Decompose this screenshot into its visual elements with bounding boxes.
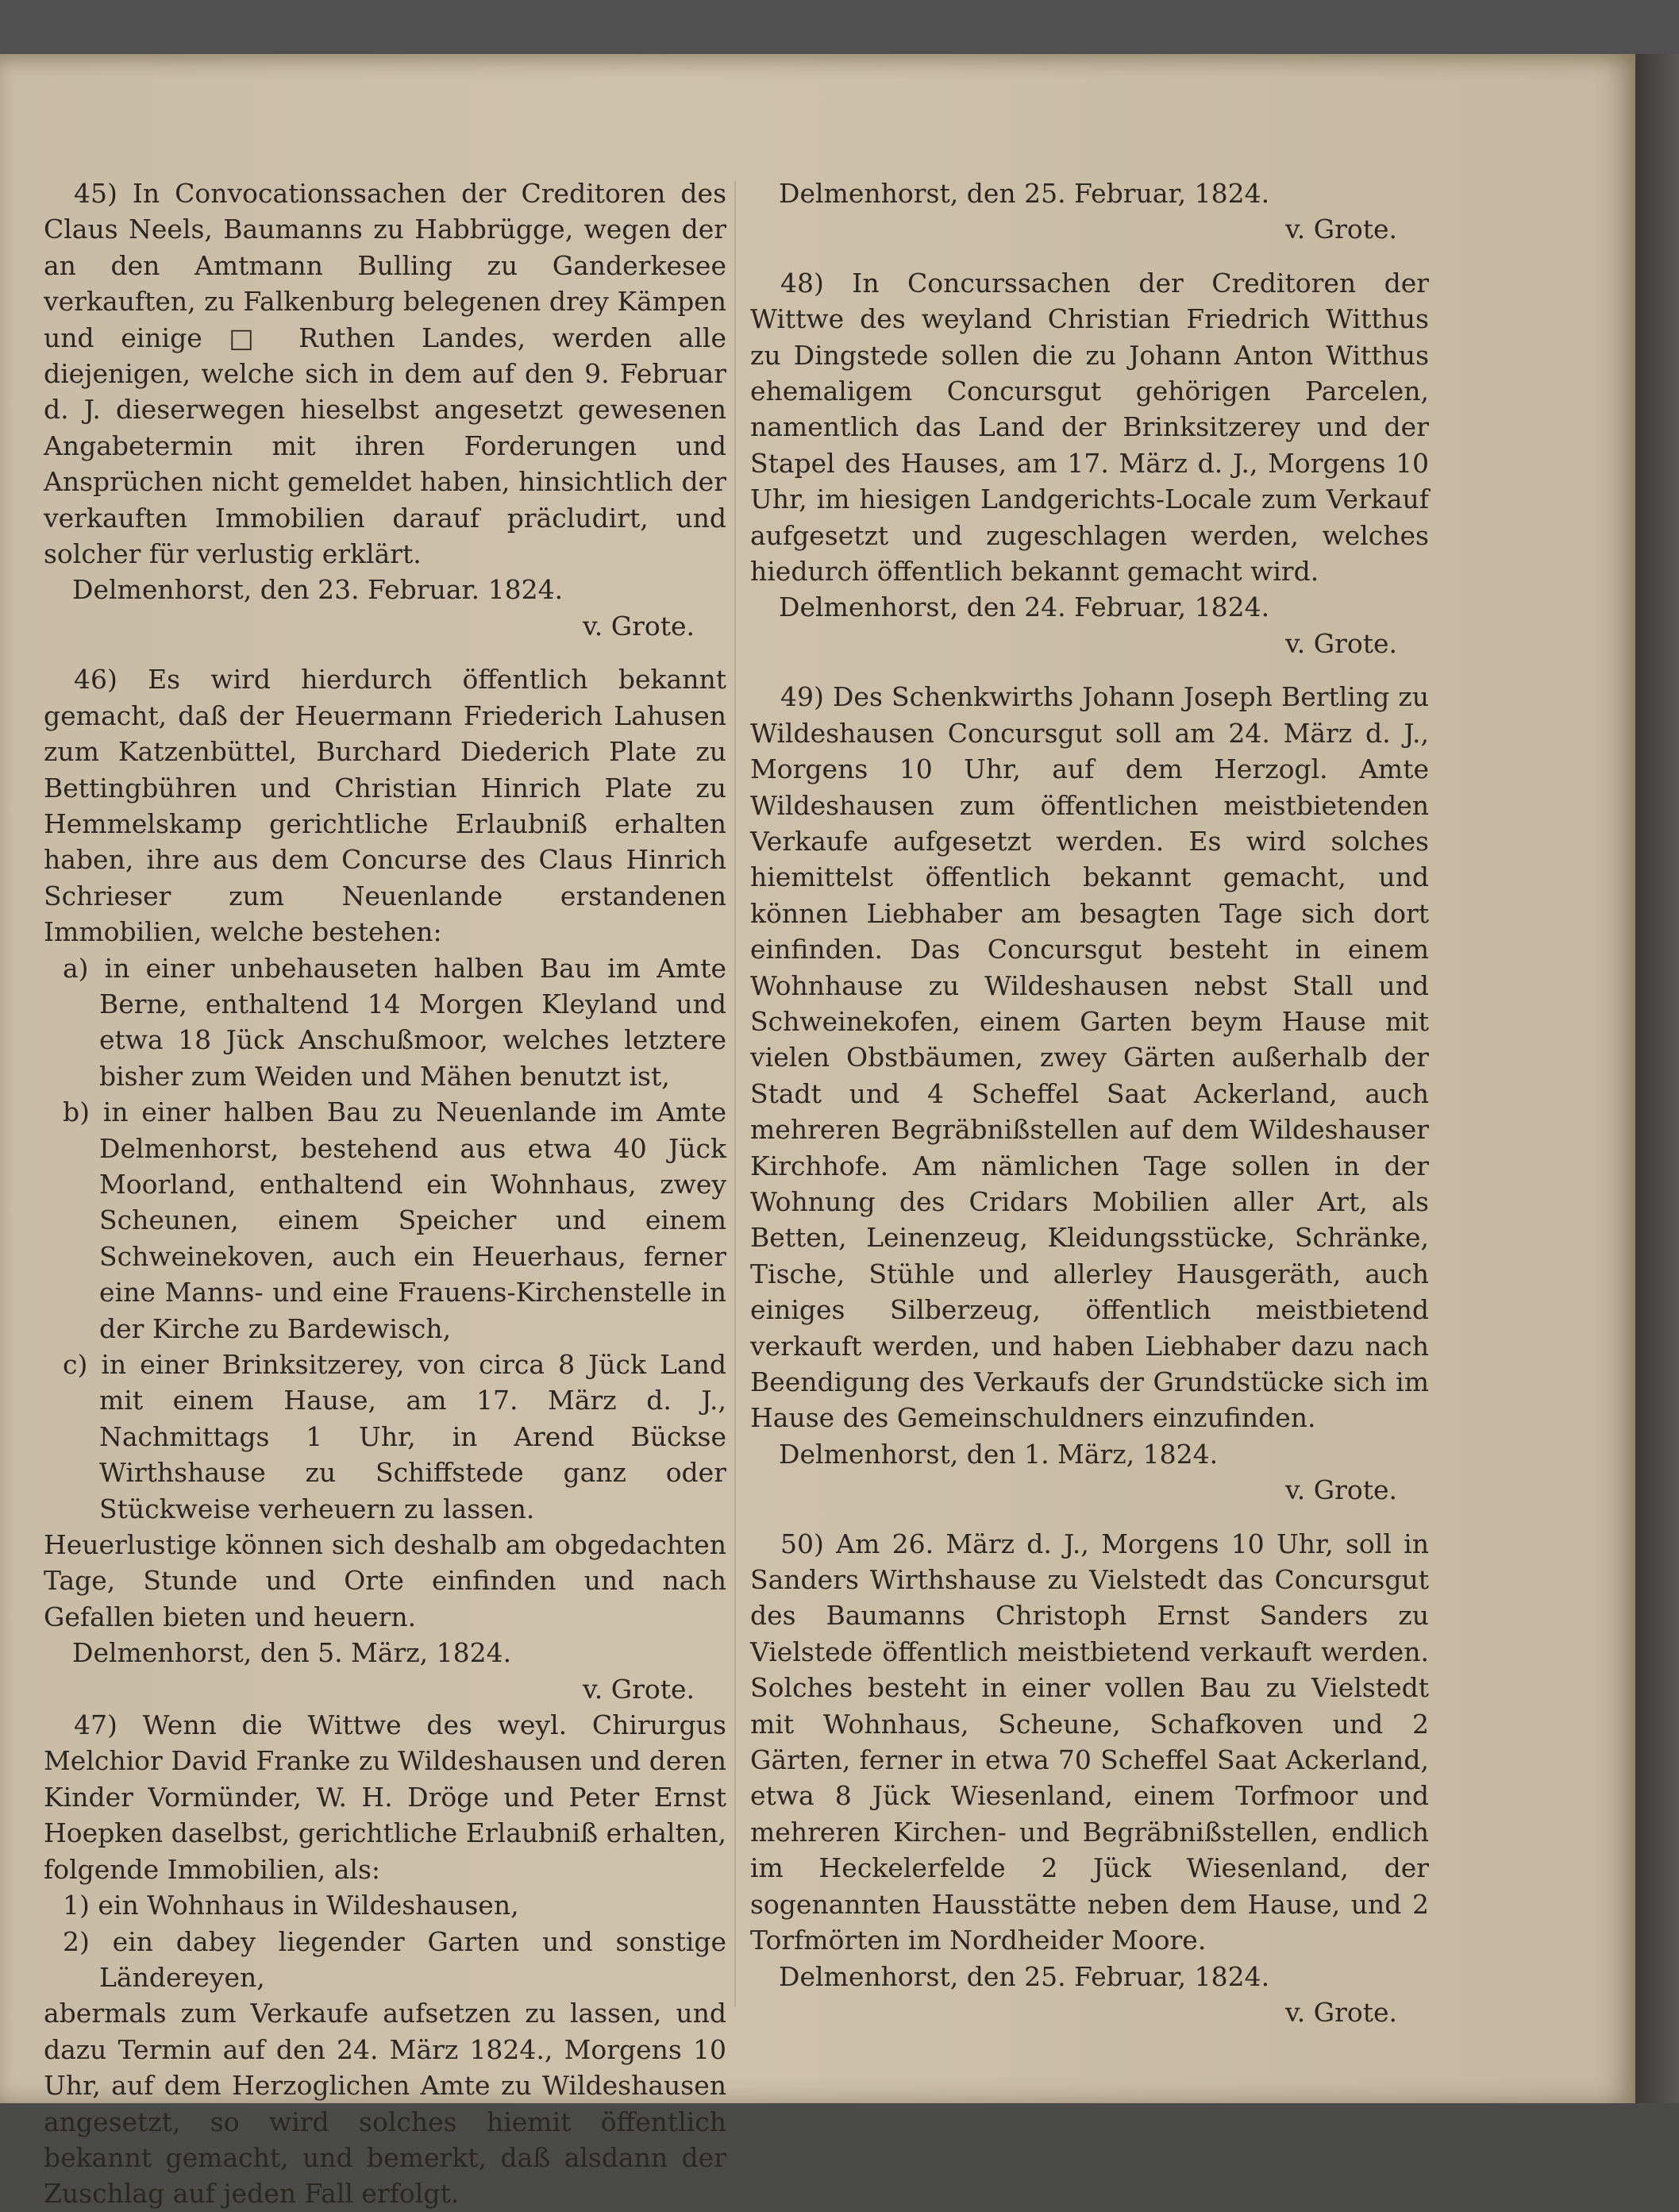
notice-48 [750, 265, 1429, 661]
page-edge-shadow [1635, 54, 1679, 2103]
notice-49-date: Delmenhorst, den 1. März, 1824. [779, 1438, 1219, 1470]
notice-47-item-2: 2) ein dabey liegender Garten und sonstige Ländereyen, [63, 1925, 726, 1993]
notice-49-signature: v. Grote. [1285, 1474, 1397, 1506]
notice-47-text: 47) Wenn die Wittwe des weyl. Chirurgus Melchior David Franke zu Wildeshausen und deren Kinder Vormünder, W. H. Dröge und Peter Ernst Hoepken daselbst, gerichtliche Erlaubniß erhalten, folgende Immobilien, als: [44, 1709, 726, 1885]
notice-47 [44, 1707, 726, 2212]
notice-46-item-b: b) in einer halben Bau zu Neuenlande im Amte Delmenhorst, bestehend aus etwa 40 Jück Moorland, enthaltend ein Wohnhaus, zwey Scheunen, einem Speicher und einem Schweinekoven, auch ein Heuerhaus, ferner eine Manns- und eine Frauens-Kirchenstelle in der Kirche zu Bardewisch, [63, 1096, 726, 1344]
column-divider [734, 181, 736, 2007]
notice-50-signature: v. Grote. [1285, 1996, 1397, 2028]
notice-48-date: Delmenhorst, den 24. Februar, 1824. [779, 592, 1270, 623]
notice-47-date: Delmenhorst, den 25. Februar, 1824. [779, 178, 1270, 209]
notice-45-date: Delmenhorst, den 23. Februar. 1824. [72, 574, 564, 606]
notice-46-signature: v. Grote. [583, 1673, 695, 1705]
notice-50-text: 50) Am 26. März d. J., Morgens 10 Uhr, soll in Sanders Wirthshause zu Vielstedt das Concursgut des Baumanns Christoph Ernst Sanders zu Vielstede öffentlich meistbietend verkauft werden. Solches besteht in einer vollen Bau zu Vielstedt mit Wohnhaus, Scheune, Schafkoven und 2 Gärten, ferner in etwa 70 Scheffel Saat Ackerland, etwa 8 Jück Wiesenland, einem Torfmoor und mehreren Kirchen- und Begräbnißstellen, endlich im Heckelerfelde 2 Jück Wiesenland, der sogenannten Hausstätte neben dem Hause, und 2 Torfmörten im Nordheider Moore. [750, 1528, 1429, 1956]
notice-47-signature: v. Grote. [1285, 214, 1397, 245]
notice-46-closing: Heuerlustige können sich deshalb am obgedachten Tage, Stunde und Orte einfinden und nach Gefallen bieten und heuern. [44, 1529, 726, 1632]
notice-45-text: 45) In Convocationssachen der Creditoren des Claus Neels, Baumanns zu Habbrügge, wegen der an den Amtmann Bulling zu Ganderkesee verkauften, zu Falkenburg belegenen drey Kämpen und einige □ Ruthen Landes, werden alle diejenigen, welche sich in dem auf den 9. Februar d. J. dieserwegen hieselbst angesetzt gewesenen Angabetermin mit ihren Forderungen und Ansprüchen nicht gemeldet haben, hinsichtlich der verkauften Immobilien darauf präcludirt, und solcher für verlustig erklärt. [44, 178, 726, 570]
notice-50-date: Delmenhorst, den 25. Februar, 1824. [779, 1960, 1270, 1992]
notice-50 [750, 1526, 1429, 2031]
notice-46-date: Delmenhorst, den 5. März, 1824. [72, 1637, 512, 1669]
notice-46 [44, 661, 726, 1707]
notice-48-signature: v. Grote. [1285, 627, 1397, 659]
notice-45 [44, 175, 726, 644]
notice-49-text: 49) Des Schenkwirths Johann Joseph Bertling zu Wildeshausen Concursgut soll am 24. März d. J., Morgens 10 Uhr, auf dem Herzogl. Amte Wildeshausen zum öffentlichen meistbietenden Verkaufe aufgesetzt werden. Es wird solches hiemittelst öffentlich bekannt gemacht, und können Liebhaber am besagten Tage sich dort einfinden. Das Concursgut besteht in einem Wohnhause zu Wildeshausen nebst Stall und Schweinekofen, einem Garten beym Hause mit vielen Obstbäumen, zwey Gärten außerhalb der Stadt und 4 Scheffel Saat Ackerland, auch mehreren Begräbnißstellen auf dem Wildeshauser Kirchhofe. Am nämlichen Tage sollen in der Wohnung des Cridars Mobilien aller Art, als Betten, Leinenzeug, Kleidungsstücke, Schränke, Tische, Stühle und allerley Hausgeräth, auch einiges Silberzeug, öffentlich meistbietend verkauft werden, und haben Liebhaber dazu nach Beendigung des Verkaufs der Grundstücke sich im Hause des Gemeinschuldners einzufinden. [750, 681, 1429, 1434]
notice-47-item-1: 1) ein Wohnhaus in Wildeshausen, [63, 1890, 519, 1921]
notice-48-text: 48) In Concurssachen der Creditoren der Wittwe des weyland Christian Friedrich Witthus zu Dingstede sollen die zu Johann Anton Witthus ehemaligem Concursgut gehörigen Parcelen, namentlich das Land der Brinksitzerey und der Stapel des Hauses, am 17. März d. J., Morgens 10 Uhr, im hiesigen Landgerichts-Locale zum Verkauf aufgesetzt und zugeschlagen werden, welches hiedurch öffentlich bekannt gemacht wird. [750, 267, 1429, 588]
notice-46-item-a: a) in einer unbehauseten halben Bau im Amte Berne, enthaltend 14 Morgen Kleyland und etwa 18 Jück Anschußmoor, welches letztere bisher zum Weiden und Mähen benutzt ist, [63, 952, 726, 1092]
notice-47-continued [750, 175, 1429, 248]
newspaper-page [0, 54, 1635, 2210]
left-column [44, 175, 726, 2212]
notice-47-closing: abermals zum Verkaufe aufsetzen zu lassen, und dazu Termin auf den 24. März 1824., Morgens 10 Uhr, auf dem Herzoglichen Amte zu Wildeshausen angesetzt, so wird solches hiemit öffentlich bekannt gemacht, und bemerkt, daß alsdann der Zuschlag auf jeden Fall erfolgt. [44, 1998, 726, 2210]
right-column [750, 175, 1429, 2030]
notice-46-item-c: c) in einer Brinksitzerey, von circa 8 Jück Land mit einem Hause, am 17. März d. J., Nachmittags 1 Uhr, in Arend Bückse Wirthshause zu Schiffstede ganz oder Stückweise verheuern zu lassen. [63, 1349, 726, 1524]
notice-49 [750, 679, 1429, 1508]
notice-45-signature: v. Grote. [583, 610, 695, 642]
notice-46-text: 46) Es wird hierdurch öffentlich bekannt gemacht, daß der Heuermann Friederich Lahusen zum Katzenbüttel, Burchard Diederich Plate zu Bettingbühren und Christian Hinrich Plate zu Hemmelskamp gerichtliche Erlaubniß erhalten haben, ihre aus dem Concurse des Claus Hinrich Schrieser zum Neuenlande erstandenen Immobilien, welche bestehen: [44, 664, 726, 948]
